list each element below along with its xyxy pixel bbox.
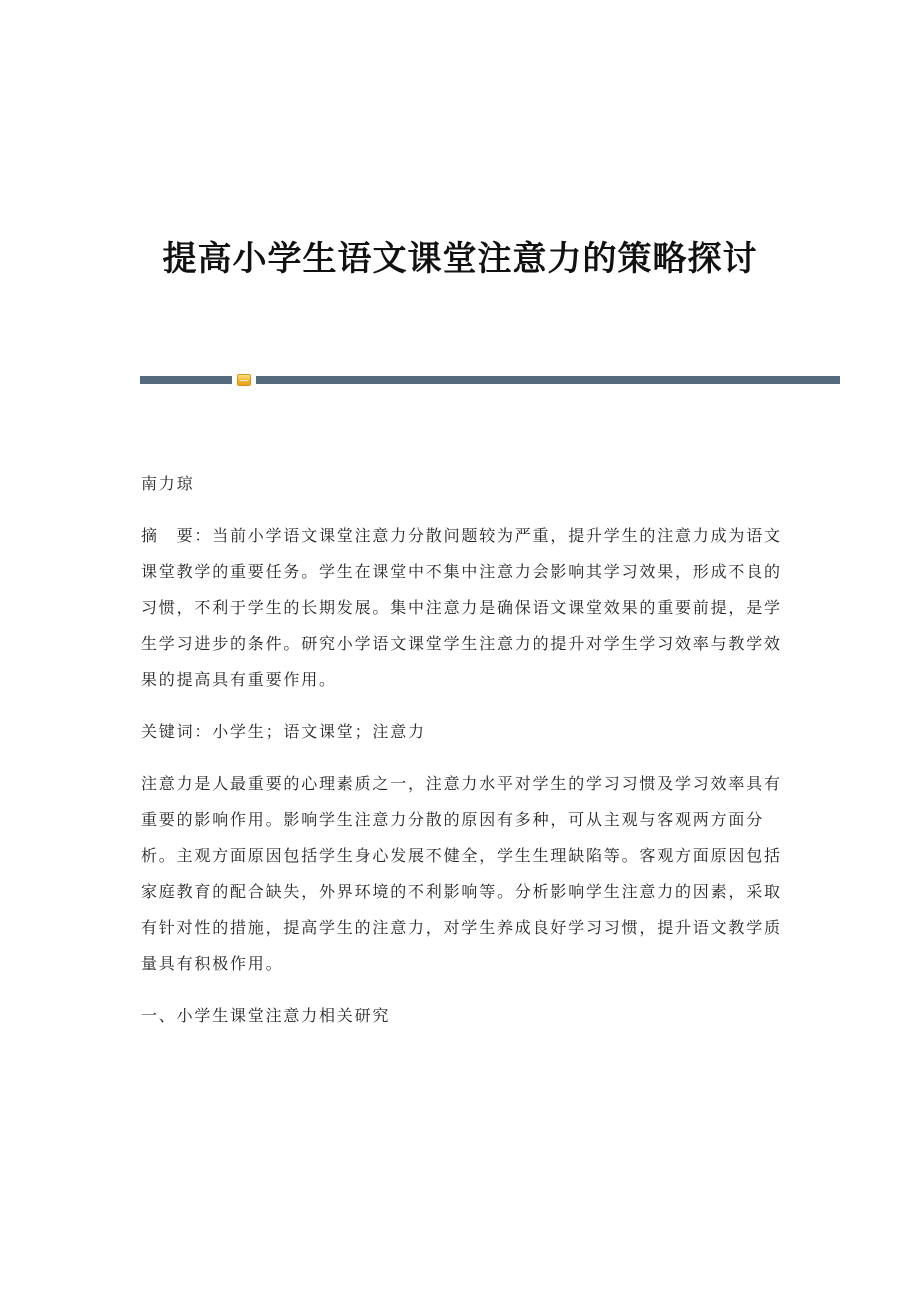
divider-left-bar bbox=[140, 376, 232, 384]
abstract-paragraph: 摘 要：当前小学语文课堂注意力分散问题较为严重，提升学生的注意力成为语文课堂教学的重要任务。学生在课堂中不集中注意力会影响其学习效果，形成不良的习惯，不利于学生的长期发展。集中注意力是确保语文课堂效果的重要前提，是学生学习进步的条件。研究小学语文课堂学生注意力的提升对学生学习效率与教学效果的提高具有重要作用。 bbox=[141, 526, 782, 689]
document-title: 提高小学生语文课堂注意力的策略探讨 bbox=[162, 238, 758, 279]
document-body bbox=[141, 466, 791, 1050]
section-heading: 一、小学生课堂注意力相关研究 bbox=[141, 1006, 391, 1025]
keywords-line: 关键词：小学生；语文课堂；注意力 bbox=[141, 722, 426, 741]
divider-right-bar bbox=[256, 376, 840, 384]
divider-ornament-icon bbox=[237, 374, 251, 386]
author-name: 南力琼 bbox=[141, 474, 195, 493]
title-divider bbox=[140, 374, 840, 386]
intro-paragraph: 注意力是人最重要的心理素质之一，注意力水平对学生的学习习惯及学习效率具有重要的影响作用。影响学生注意力分散的原因有多种，可从主观与客观两方面分析。主观方面原因包括学生身心发展不健全，学生生理缺陷等。客观方面原因包括家庭教育的配合缺失，外界环境的不利影响等。分析影响学生注意力的因素，采取有针对性的措施，提高学生的注意力，对学生养成良好学习习惯，提升语文教学质量具有积极作用。 bbox=[141, 774, 782, 973]
